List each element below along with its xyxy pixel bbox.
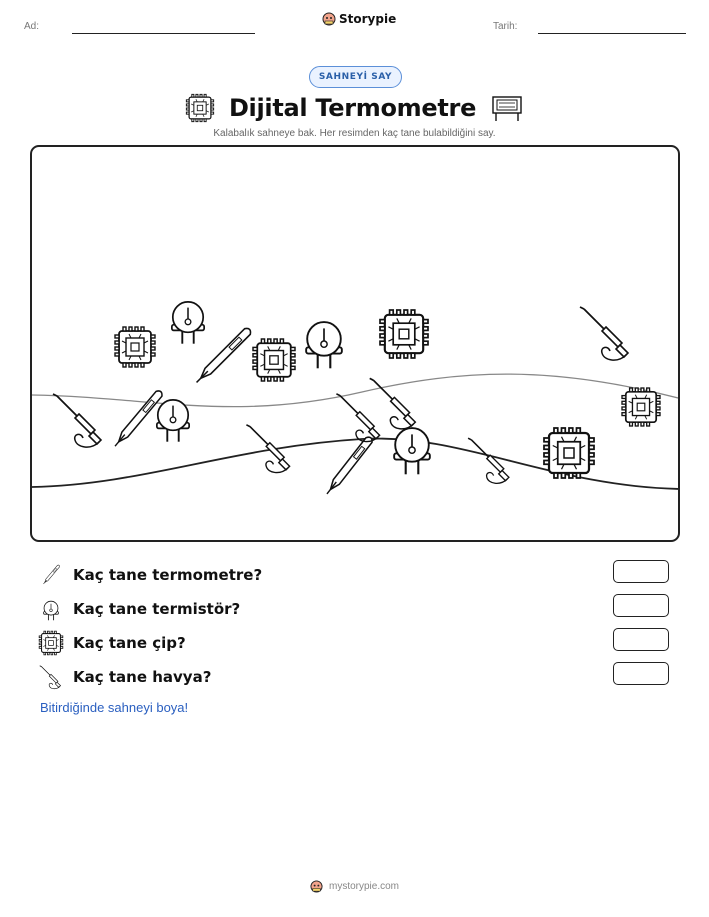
question-text: Kaç tane termistör? [73,600,241,618]
soldering-iron [53,394,101,447]
question-list [38,558,673,694]
background-hill-line [32,374,680,407]
thermometer [112,389,164,448]
thermometer [194,327,253,386]
title-row [0,90,709,126]
chip [544,428,594,478]
brand-name: Storypie [339,12,397,26]
instructions: Kalabalık sahneye bak. Her resimden kaç tane bulabildiğini say. [213,128,496,139]
date-input-line[interactable] [538,33,686,34]
chip-icon [38,630,64,656]
name-label: Ad: [24,21,40,32]
thermistor [157,400,189,442]
thermistor-icon [38,596,64,622]
soldering-iron-icon [38,664,64,690]
question-row [38,660,673,694]
storypie-mascot-icon [322,12,336,26]
digital-thermometer-device-icon [490,93,524,123]
soldering-iron [336,394,379,442]
brand-logo [322,12,396,26]
soldering-iron [580,307,628,360]
chip-icon [185,93,215,123]
question-text: Kaç tane çip? [73,634,186,652]
chip [253,339,295,381]
question-row [38,592,673,626]
thermometer [324,435,374,496]
chip [622,388,660,426]
scene-illustration [32,147,680,542]
thermometer-icon [38,562,64,588]
header [0,0,709,50]
finish-instruction: Bitirdiğinde sahneyi boya! [40,700,189,715]
question-row [38,558,673,592]
chip [380,310,428,358]
thermistor [172,302,204,344]
footer-url[interactable]: mystorypie.com [328,881,399,892]
chip [115,327,155,367]
counting-scene[interactable] [30,145,680,542]
soldering-iron [468,438,509,483]
answer-box[interactable] [613,594,669,617]
activity-badge: SAHNEYİ SAY [309,66,402,88]
answer-box[interactable] [613,662,669,685]
storypie-mascot-icon [310,880,323,893]
thermistor [394,428,430,474]
answer-box[interactable] [613,560,669,583]
question-text: Kaç tane termometre? [73,566,263,584]
thermistor [306,322,342,368]
answer-box[interactable] [613,628,669,651]
question-row [38,626,673,660]
question-text: Kaç tane havya? [73,668,212,686]
date-label: Tarih: [493,21,518,32]
page-title: Dijital Termometre [228,94,477,122]
footer [0,880,709,893]
soldering-iron [246,425,289,473]
name-input-line[interactable] [72,33,255,34]
